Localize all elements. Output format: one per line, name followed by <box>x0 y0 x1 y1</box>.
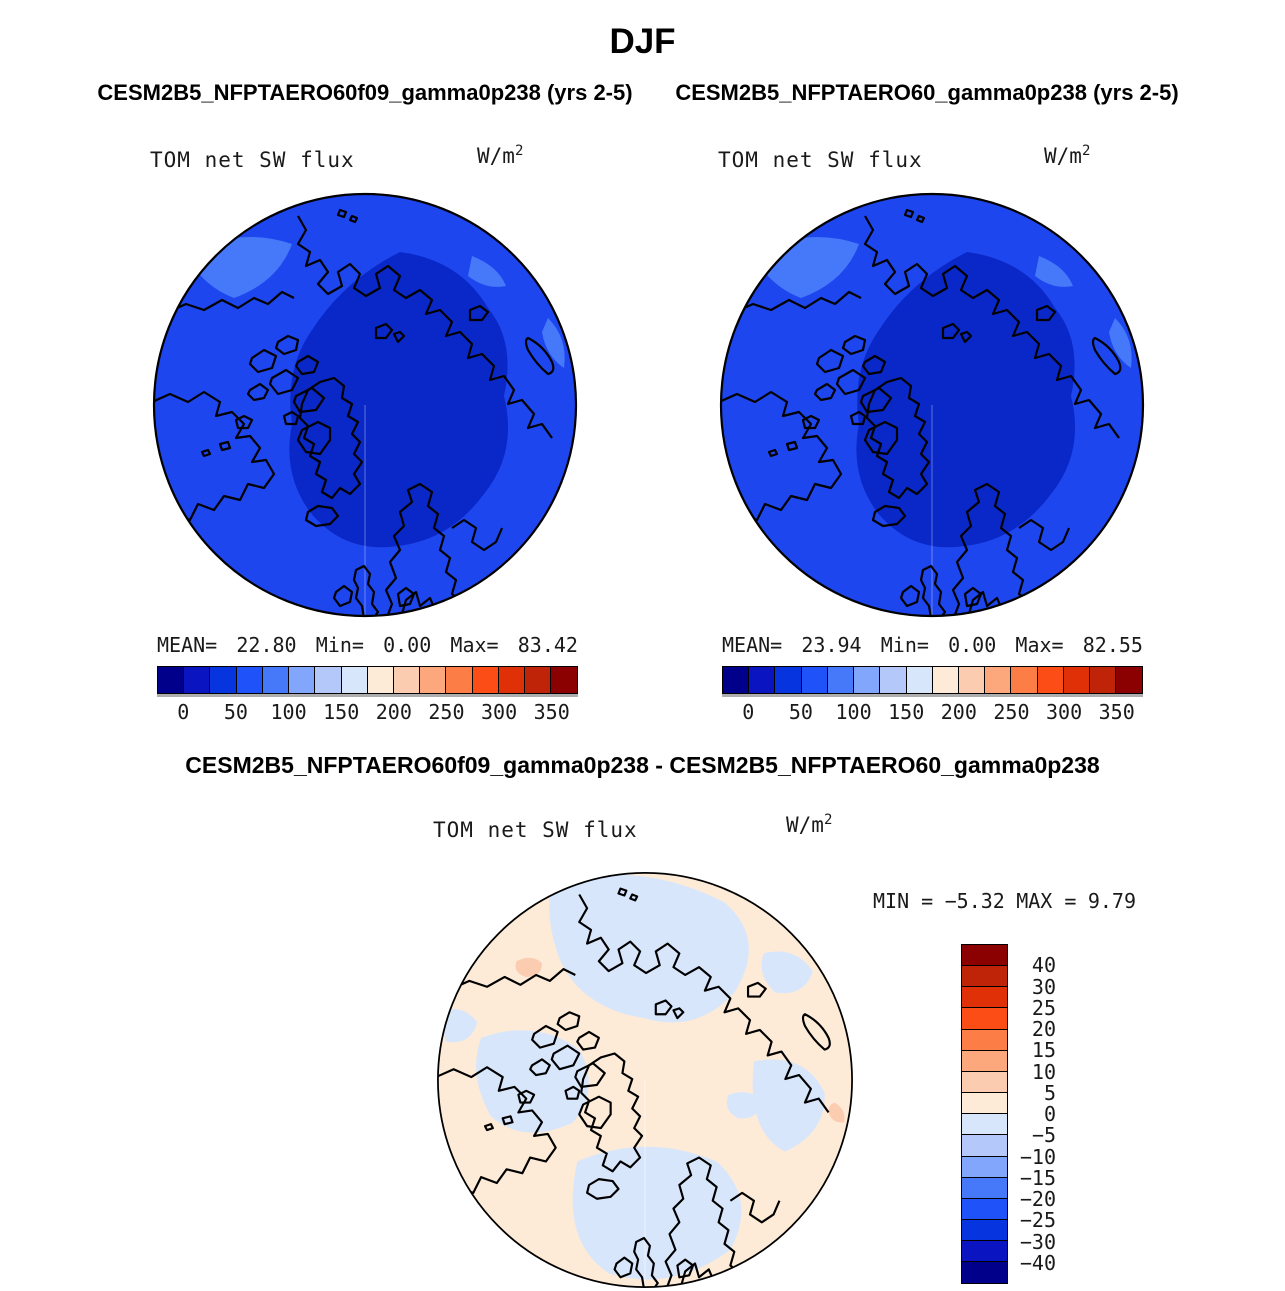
colorbar-cell <box>209 666 237 694</box>
colorbar-cell <box>445 666 473 694</box>
colorbar-cell <box>961 986 1008 1009</box>
left-colorbar <box>157 666 578 694</box>
colorbar-boundary-label: 30 <box>1031 974 1056 999</box>
colorbar-tick-label: 50 <box>788 700 813 724</box>
right-units-base: W/m <box>1044 144 1082 168</box>
colorbar-tick-label: 350 <box>1098 700 1135 724</box>
colorbar-tick-label: 50 <box>223 700 248 724</box>
diff-units-base: W/m <box>786 813 824 837</box>
colorbar-tick-label: 0 <box>177 700 190 724</box>
max-label: Max= <box>450 633 499 657</box>
difference-polar-map <box>434 869 856 1291</box>
colorbar-cell <box>1089 666 1117 694</box>
colorbar-cell <box>1063 666 1091 694</box>
max-value: 82.55 <box>1082 633 1143 657</box>
max-value: 9.79 <box>1087 889 1136 913</box>
colorbar-cell <box>961 965 1008 988</box>
colorbar-tick-label: 100 <box>835 700 872 724</box>
mean-value: 22.80 <box>236 633 297 657</box>
colorbar-cell <box>550 666 578 694</box>
min-label: Min= <box>880 633 929 657</box>
colorbar-boundary-label: −20 <box>1019 1187 1056 1211</box>
diff-field-label: TOM net SW flux <box>433 818 638 842</box>
colorbar-boundary-label: −30 <box>1019 1229 1056 1254</box>
colorbar-cell <box>801 666 829 694</box>
right-polar-map <box>717 190 1147 620</box>
left-stats-row <box>157 633 578 657</box>
left-units-base: W/m <box>477 144 515 168</box>
colorbar-cell <box>961 1198 1008 1221</box>
colorbar-tick-label: 300 <box>481 700 518 724</box>
min-value: 0.00 <box>948 633 997 657</box>
colorbar-cell <box>961 1071 1008 1094</box>
right-colorbar-ticks <box>722 700 1143 726</box>
right-stats-row <box>722 633 1143 657</box>
diff-colorbar-labels <box>1012 944 1056 1284</box>
colorbar-boundary-label: 40 <box>1031 953 1056 978</box>
colorbar-boundary-label: −15 <box>1019 1165 1056 1190</box>
max-label: Max= <box>1015 633 1064 657</box>
diff-minmax-row <box>873 889 1136 913</box>
colorbar-tick-label: 250 <box>428 700 465 724</box>
colorbar-cell <box>393 666 421 694</box>
colorbar-cell <box>827 666 855 694</box>
min-value: −5.32 <box>944 889 1005 913</box>
colorbar-cell <box>262 666 290 694</box>
min-value: 0.00 <box>383 633 432 657</box>
left-units-exponent: 2 <box>514 143 524 159</box>
left-colorbar-ticks <box>157 700 578 726</box>
colorbar-cell <box>341 666 369 694</box>
colorbar-cell <box>1115 666 1143 694</box>
figure-title: DJF <box>609 22 676 61</box>
max-label: MAX = <box>1016 889 1077 913</box>
colorbar-tick-label: 300 <box>1046 700 1083 724</box>
colorbar-tick-label: 200 <box>375 700 412 724</box>
colorbar-boundary-label: 10 <box>1031 1059 1056 1084</box>
colorbar-cell <box>472 666 500 694</box>
mean-label: MEAN= <box>157 633 218 657</box>
diff-units-exponent: 2 <box>823 812 833 828</box>
left-field-label: TOM net SW flux <box>150 148 355 172</box>
colorbar-boundary-label: −25 <box>1019 1208 1056 1233</box>
colorbar-cell <box>961 1240 1008 1263</box>
diff-colorbar <box>961 944 1008 1284</box>
colorbar-cell <box>932 666 960 694</box>
colorbar-cell <box>906 666 934 694</box>
left-polar-map <box>150 190 580 620</box>
colorbar-cell <box>961 1219 1008 1242</box>
colorbar-tick-label: 0 <box>742 700 755 724</box>
colorbar-cell <box>419 666 447 694</box>
colorbar-cell <box>961 1050 1008 1073</box>
colorbar-boundary-label: 5 <box>1043 1080 1056 1105</box>
colorbar-cell <box>367 666 395 694</box>
colorbar-boundary-label: −10 <box>1019 1144 1056 1169</box>
colorbar-cell <box>961 1092 1008 1115</box>
colorbar-tick-label: 350 <box>533 700 570 724</box>
colorbar-cell <box>961 1261 1008 1284</box>
colorbar-tick-label: 250 <box>993 700 1030 724</box>
colorbar-cell <box>236 666 264 694</box>
colorbar-cell <box>853 666 881 694</box>
colorbar-cell <box>961 1177 1008 1200</box>
colorbar-cell <box>984 666 1012 694</box>
difference-panel-title: CESM2B5_NFPTAERO60f09_gamma0p238 - CESM2B5_NFPTAERO60_gamma0p238 <box>185 752 1100 778</box>
colorbar-tick-label: 100 <box>270 700 307 724</box>
right-units-exponent: 2 <box>1081 143 1091 159</box>
colorbar-cell <box>722 666 750 694</box>
min-label: MIN = <box>873 889 934 913</box>
colorbar-cell <box>961 1156 1008 1179</box>
colorbar-tick-label: 150 <box>888 700 925 724</box>
colorbar-cell <box>748 666 776 694</box>
colorbar-cell <box>958 666 986 694</box>
colorbar-cell <box>1010 666 1038 694</box>
right-field-label: TOM net SW flux <box>718 148 923 172</box>
max-value: 83.42 <box>517 633 578 657</box>
colorbar-tick-label: 150 <box>323 700 360 724</box>
colorbar-boundary-label: −5 <box>1031 1123 1056 1148</box>
colorbar-boundary-label: 15 <box>1031 1038 1056 1063</box>
colorbar-cell <box>879 666 907 694</box>
right-units-label <box>1044 143 1090 168</box>
colorbar-boundary-label: −40 <box>1019 1250 1056 1275</box>
colorbar-cell <box>961 1007 1008 1030</box>
colorbar-cell <box>961 944 1008 967</box>
left-units-label <box>477 143 523 168</box>
colorbar-boundary-label: 20 <box>1031 1017 1056 1041</box>
colorbar-boundary-label: 0 <box>1043 1102 1056 1126</box>
diff-units-label <box>786 812 832 837</box>
colorbar-cell <box>1037 666 1065 694</box>
colorbar-cell <box>961 1113 1008 1136</box>
colorbar-cell <box>961 1134 1008 1157</box>
colorbar-cell <box>774 666 802 694</box>
min-label: Min= <box>315 633 364 657</box>
colorbar-cell <box>183 666 211 694</box>
colorbar-cell <box>288 666 316 694</box>
colorbar-cell <box>498 666 526 694</box>
mean-value: 23.94 <box>801 633 862 657</box>
colorbar-cell <box>524 666 552 694</box>
colorbar-tick-label: 200 <box>940 700 977 724</box>
colorbar-cell <box>961 1029 1008 1052</box>
colorbar-boundary-label: 25 <box>1031 995 1056 1020</box>
right-panel-title: CESM2B5_NFPTAERO60_gamma0p238 (yrs 2-5) <box>675 80 1179 105</box>
colorbar-cell <box>157 666 185 694</box>
colorbar-cell <box>314 666 342 694</box>
left-panel-title: CESM2B5_NFPTAERO60f09_gamma0p238 (yrs 2-5) <box>97 80 633 105</box>
mean-label: MEAN= <box>722 633 783 657</box>
right-colorbar <box>722 666 1143 694</box>
